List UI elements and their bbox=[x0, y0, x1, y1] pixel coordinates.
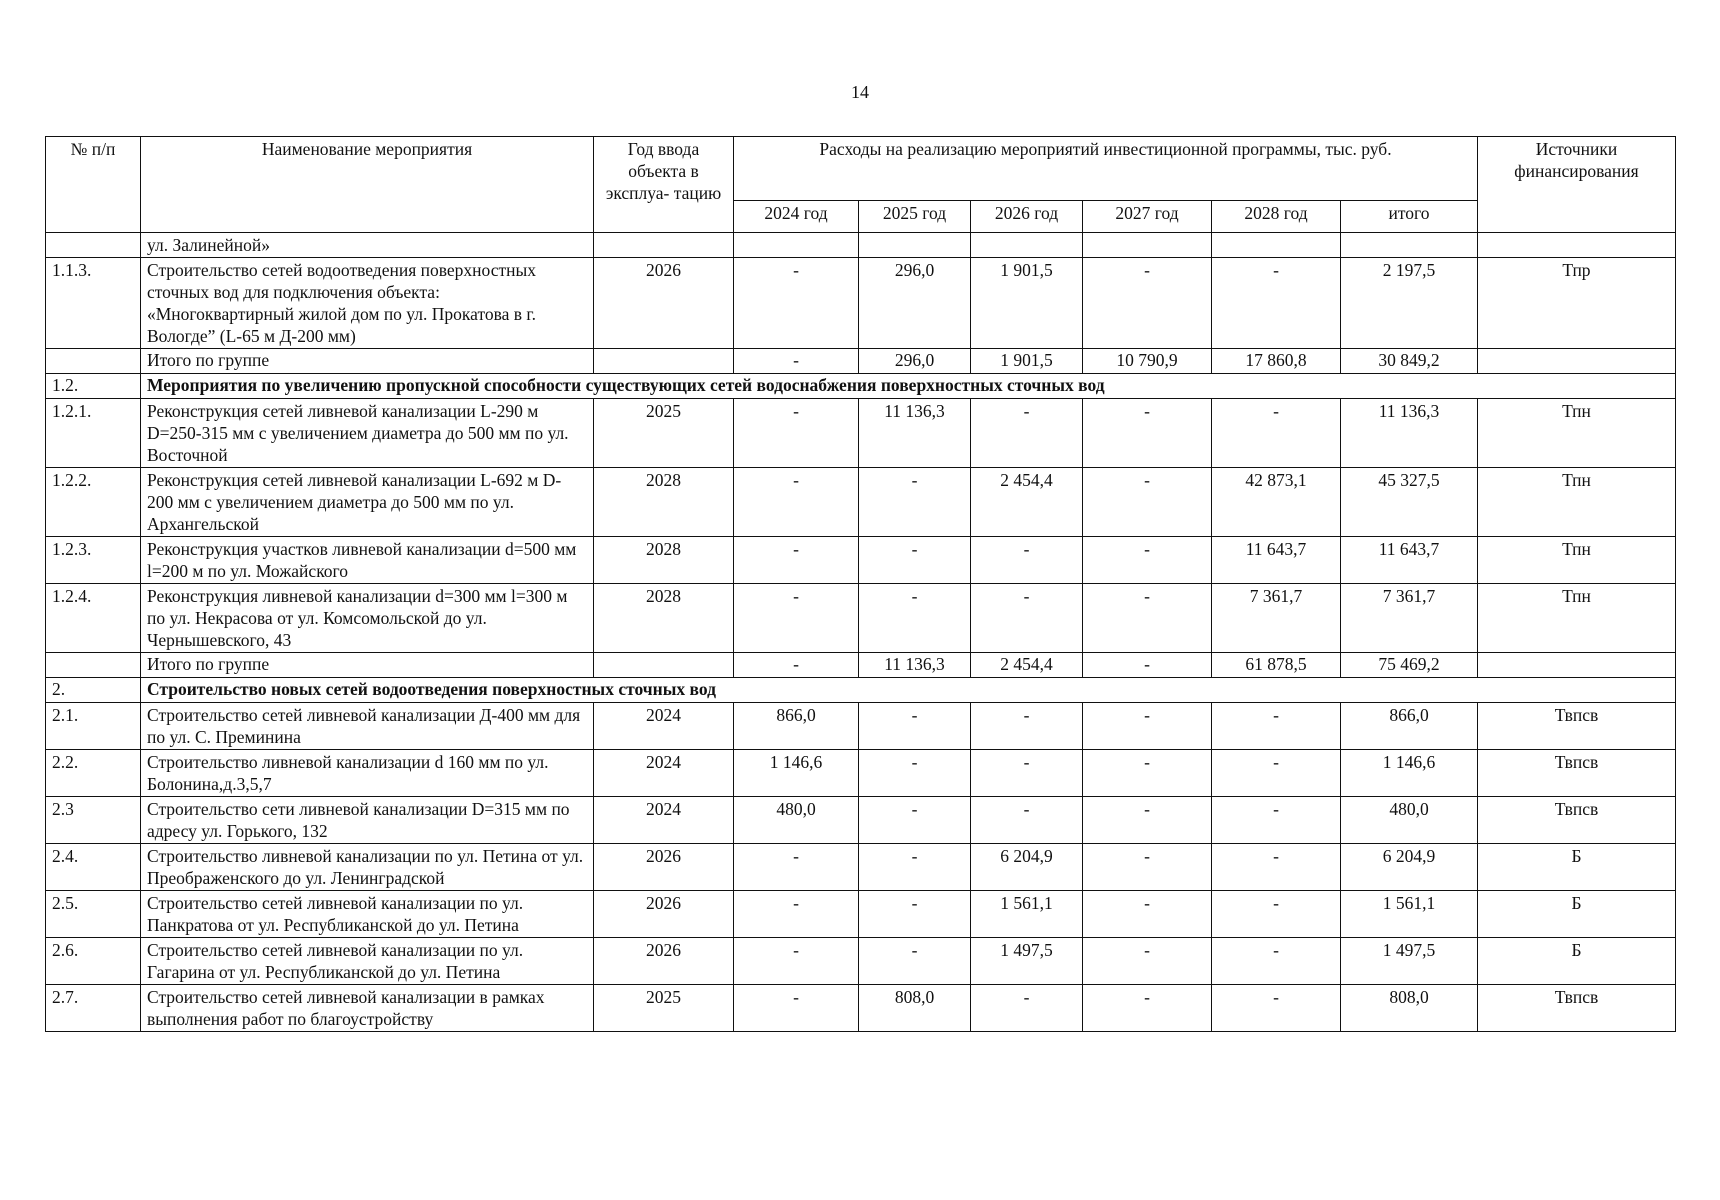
row-num: 2.3 bbox=[46, 797, 141, 844]
continuation-row bbox=[46, 233, 1676, 258]
row-num: 1.2.4. bbox=[46, 584, 141, 653]
value-total: 75 469,2 bbox=[1341, 653, 1478, 678]
row-source: Тпн bbox=[1478, 399, 1676, 468]
table-row bbox=[46, 399, 1676, 468]
value-2027: - bbox=[1083, 844, 1212, 891]
empty-cell bbox=[1212, 233, 1341, 258]
value-2028: - bbox=[1212, 797, 1341, 844]
value-2028: - bbox=[1212, 750, 1341, 797]
row-num: 2.7. bbox=[46, 985, 141, 1032]
value-2026: - bbox=[971, 537, 1083, 584]
group-total-label: Итого по группе bbox=[141, 349, 594, 374]
table-row bbox=[46, 797, 1676, 844]
value-2026: 1 497,5 bbox=[971, 938, 1083, 985]
row-num bbox=[46, 653, 141, 678]
value-2026: 1 901,5 bbox=[971, 349, 1083, 374]
row-source bbox=[1478, 349, 1676, 374]
value-2027: - bbox=[1083, 797, 1212, 844]
value-total: 45 327,5 bbox=[1341, 468, 1478, 537]
group-total-row bbox=[46, 349, 1676, 374]
table-body bbox=[46, 233, 1676, 1032]
value-2027: - bbox=[1083, 985, 1212, 1032]
row-source: Б bbox=[1478, 938, 1676, 985]
row-name: Реконструкция ливневой канализации d=300 мм l=300 м по ул. Некрасова от ул. Комсомольской до ул. Чернышевского, 43 bbox=[141, 584, 594, 653]
row-num: 2.4. bbox=[46, 844, 141, 891]
row-source: Б bbox=[1478, 891, 1676, 938]
row-year: 2025 bbox=[594, 399, 734, 468]
value-2026: - bbox=[971, 985, 1083, 1032]
row-num: 1.2. bbox=[46, 374, 141, 399]
value-2025: 296,0 bbox=[859, 349, 971, 374]
continuation-num bbox=[46, 233, 141, 258]
value-2028: - bbox=[1212, 891, 1341, 938]
value-total: 1 561,1 bbox=[1341, 891, 1478, 938]
value-2024: - bbox=[734, 468, 859, 537]
value-2024: - bbox=[734, 258, 859, 349]
value-2025: - bbox=[859, 891, 971, 938]
row-name: Реконструкция сетей ливневой канализации L-290 м D=250-315 мм с увеличением диаметра до 500 мм по ул. Восточной bbox=[141, 399, 594, 468]
value-total: 11 643,7 bbox=[1341, 537, 1478, 584]
row-num: 2.1. bbox=[46, 703, 141, 750]
value-2024: 480,0 bbox=[734, 797, 859, 844]
row-source: Тпн bbox=[1478, 468, 1676, 537]
row-name: Строительство сетей ливневой канализации по ул. Панкратова от ул. Республиканской до ул. Петина bbox=[141, 891, 594, 938]
table-row bbox=[46, 985, 1676, 1032]
value-2027: - bbox=[1083, 468, 1212, 537]
empty-cell bbox=[859, 233, 971, 258]
empty-cell bbox=[1478, 233, 1676, 258]
row-year: 2028 bbox=[594, 537, 734, 584]
row-year: 2026 bbox=[594, 258, 734, 349]
value-total: 6 204,9 bbox=[1341, 844, 1478, 891]
value-2027: - bbox=[1083, 750, 1212, 797]
row-num: 1.2.2. bbox=[46, 468, 141, 537]
row-num: 2.6. bbox=[46, 938, 141, 985]
value-2028: - bbox=[1212, 258, 1341, 349]
investment-program-table bbox=[45, 136, 1676, 1032]
value-2026: 2 454,4 bbox=[971, 653, 1083, 678]
group-total-row bbox=[46, 653, 1676, 678]
row-name: Строительство сетей ливневой канализации в рамках выполнения работ по благоустройству bbox=[141, 985, 594, 1032]
row-source: Твпсв bbox=[1478, 750, 1676, 797]
value-total: 1 146,6 bbox=[1341, 750, 1478, 797]
empty-cell bbox=[734, 233, 859, 258]
value-2024: - bbox=[734, 938, 859, 985]
value-total: 866,0 bbox=[1341, 703, 1478, 750]
value-total: 11 136,3 bbox=[1341, 399, 1478, 468]
value-2028: - bbox=[1212, 399, 1341, 468]
row-name: Строительство ливневой канализации d 160 мм по ул. Болонина,д.3,5,7 bbox=[141, 750, 594, 797]
section-title: Строительство новых сетей водоотведения поверхностных сточных вод bbox=[141, 678, 1676, 703]
section-row bbox=[46, 678, 1676, 703]
row-year: 2024 bbox=[594, 703, 734, 750]
value-2024: 866,0 bbox=[734, 703, 859, 750]
value-total: 808,0 bbox=[1341, 985, 1478, 1032]
value-2025: 296,0 bbox=[859, 258, 971, 349]
continuation-name: ул. Залинейной» bbox=[141, 233, 594, 258]
value-2025: 808,0 bbox=[859, 985, 971, 1032]
header-2027: 2027 год bbox=[1083, 201, 1212, 233]
value-2028: 11 643,7 bbox=[1212, 537, 1341, 584]
value-2025: - bbox=[859, 844, 971, 891]
value-2027: - bbox=[1083, 258, 1212, 349]
value-2025: - bbox=[859, 797, 971, 844]
value-2025: - bbox=[859, 938, 971, 985]
empty-cell bbox=[971, 233, 1083, 258]
value-2028: 17 860,8 bbox=[1212, 349, 1341, 374]
value-2025: - bbox=[859, 750, 971, 797]
row-num: 2. bbox=[46, 678, 141, 703]
value-total: 480,0 bbox=[1341, 797, 1478, 844]
row-num bbox=[46, 349, 141, 374]
row-name: Реконструкция сетей ливневой канализации L-692 м D-200 мм с увеличением диаметра до 500 мм по ул. Архангельской bbox=[141, 468, 594, 537]
header-year: Год ввода объекта в эксплуа- тацию bbox=[594, 137, 734, 233]
header-2024: 2024 год bbox=[734, 201, 859, 233]
row-num: 1.2.1. bbox=[46, 399, 141, 468]
row-year: 2026 bbox=[594, 844, 734, 891]
row-year: 2024 bbox=[594, 797, 734, 844]
value-2026: 6 204,9 bbox=[971, 844, 1083, 891]
value-2026: - bbox=[971, 750, 1083, 797]
row-num: 2.2. bbox=[46, 750, 141, 797]
value-2025: 11 136,3 bbox=[859, 653, 971, 678]
value-2026: - bbox=[971, 399, 1083, 468]
value-2028: - bbox=[1212, 938, 1341, 985]
table-row bbox=[46, 938, 1676, 985]
header-2026: 2026 год bbox=[971, 201, 1083, 233]
header-total: итого bbox=[1341, 201, 1478, 233]
group-total-label: Итого по группе bbox=[141, 653, 594, 678]
value-2024: - bbox=[734, 985, 859, 1032]
value-2027: - bbox=[1083, 938, 1212, 985]
row-year: 2026 bbox=[594, 938, 734, 985]
header-2028: 2028 год bbox=[1212, 201, 1341, 233]
row-name: Строительство сетей ливневой канализации по ул. Гагарина от ул. Республиканской до ул. Петина bbox=[141, 938, 594, 985]
value-2028: - bbox=[1212, 703, 1341, 750]
value-2024: - bbox=[734, 653, 859, 678]
value-2024: - bbox=[734, 349, 859, 374]
header-name: Наименование мероприятия bbox=[141, 137, 594, 233]
value-2026: - bbox=[971, 584, 1083, 653]
row-source: Тпн bbox=[1478, 584, 1676, 653]
value-2027: - bbox=[1083, 891, 1212, 938]
value-total: 30 849,2 bbox=[1341, 349, 1478, 374]
value-2026: 2 454,4 bbox=[971, 468, 1083, 537]
row-year: 2026 bbox=[594, 891, 734, 938]
value-2024: - bbox=[734, 891, 859, 938]
value-2025: - bbox=[859, 468, 971, 537]
row-year: 2028 bbox=[594, 468, 734, 537]
header-2025: 2025 год bbox=[859, 201, 971, 233]
value-2024: - bbox=[734, 399, 859, 468]
value-total: 7 361,7 bbox=[1341, 584, 1478, 653]
row-num: 2.5. bbox=[46, 891, 141, 938]
row-source: Твпсв bbox=[1478, 797, 1676, 844]
value-2025: 11 136,3 bbox=[859, 399, 971, 468]
row-name: Строительство сети ливневой канализации D=315 мм по адресу ул. Горького, 132 bbox=[141, 797, 594, 844]
page-number: 14 bbox=[851, 82, 869, 102]
empty-cell bbox=[594, 233, 734, 258]
value-2024: - bbox=[734, 844, 859, 891]
table-row bbox=[46, 537, 1676, 584]
table-row bbox=[46, 258, 1676, 349]
empty-cell bbox=[1083, 233, 1212, 258]
row-source bbox=[1478, 653, 1676, 678]
row-num: 1.2.3. bbox=[46, 537, 141, 584]
table-row bbox=[46, 703, 1676, 750]
value-2027: - bbox=[1083, 537, 1212, 584]
value-2026: 1 561,1 bbox=[971, 891, 1083, 938]
empty-cell bbox=[1341, 233, 1478, 258]
value-2025: - bbox=[859, 584, 971, 653]
table-row bbox=[46, 468, 1676, 537]
table-row bbox=[46, 584, 1676, 653]
table-row bbox=[46, 891, 1676, 938]
row-name: Реконструкция участков ливневой канализации d=500 мм l=200 м по ул. Можайского bbox=[141, 537, 594, 584]
row-source: Б bbox=[1478, 844, 1676, 891]
row-year bbox=[594, 349, 734, 374]
value-2027: - bbox=[1083, 399, 1212, 468]
table-header bbox=[46, 137, 1676, 233]
header-sources: Источники финансирования bbox=[1478, 137, 1676, 233]
row-year: 2028 bbox=[594, 584, 734, 653]
row-source: Твпсв bbox=[1478, 985, 1676, 1032]
header-num: № п/п bbox=[46, 137, 141, 233]
value-2025: - bbox=[859, 703, 971, 750]
section-title: Мероприятия по увеличению пропускной способности существующих сетей водоснабжения поверхностных сточных вод bbox=[141, 374, 1676, 399]
value-2024: - bbox=[734, 584, 859, 653]
row-source: Твпсв bbox=[1478, 703, 1676, 750]
value-2028: - bbox=[1212, 985, 1341, 1032]
value-2028: - bbox=[1212, 844, 1341, 891]
value-2025: - bbox=[859, 537, 971, 584]
table-row bbox=[46, 750, 1676, 797]
row-name: Строительство ливневой канализации по ул. Петина от ул. Преображенского до ул. Ленинградской bbox=[141, 844, 594, 891]
value-2027: 10 790,9 bbox=[1083, 349, 1212, 374]
value-2027: - bbox=[1083, 584, 1212, 653]
row-year: 2024 bbox=[594, 750, 734, 797]
value-2026: - bbox=[971, 703, 1083, 750]
value-2027: - bbox=[1083, 653, 1212, 678]
value-2024: - bbox=[734, 537, 859, 584]
row-year: 2025 bbox=[594, 985, 734, 1032]
row-source: Тпн bbox=[1478, 537, 1676, 584]
value-2024: 1 146,6 bbox=[734, 750, 859, 797]
table-row bbox=[46, 844, 1676, 891]
row-name: Строительство сетей водоотведения поверхностных сточных вод для подключения объекта: «Многоквартирный жилой дом по ул. Прокатова в г. Вологде” (L-65 м Д-200 мм) bbox=[141, 258, 594, 349]
value-2026: - bbox=[971, 797, 1083, 844]
value-total: 2 197,5 bbox=[1341, 258, 1478, 349]
value-2027: - bbox=[1083, 703, 1212, 750]
value-2026: 1 901,5 bbox=[971, 258, 1083, 349]
section-row bbox=[46, 374, 1676, 399]
value-2028: 61 878,5 bbox=[1212, 653, 1341, 678]
value-2028: 42 873,1 bbox=[1212, 468, 1341, 537]
header-expenses: Расходы на реализацию мероприятий инвестиционной программы, тыс. руб. bbox=[734, 137, 1478, 201]
row-name: Строительство сетей ливневой канализации Д-400 мм для по ул. С. Преминина bbox=[141, 703, 594, 750]
value-2028: 7 361,7 bbox=[1212, 584, 1341, 653]
row-source: Тпр bbox=[1478, 258, 1676, 349]
row-num: 1.1.3. bbox=[46, 258, 141, 349]
row-year bbox=[594, 653, 734, 678]
value-total: 1 497,5 bbox=[1341, 938, 1478, 985]
